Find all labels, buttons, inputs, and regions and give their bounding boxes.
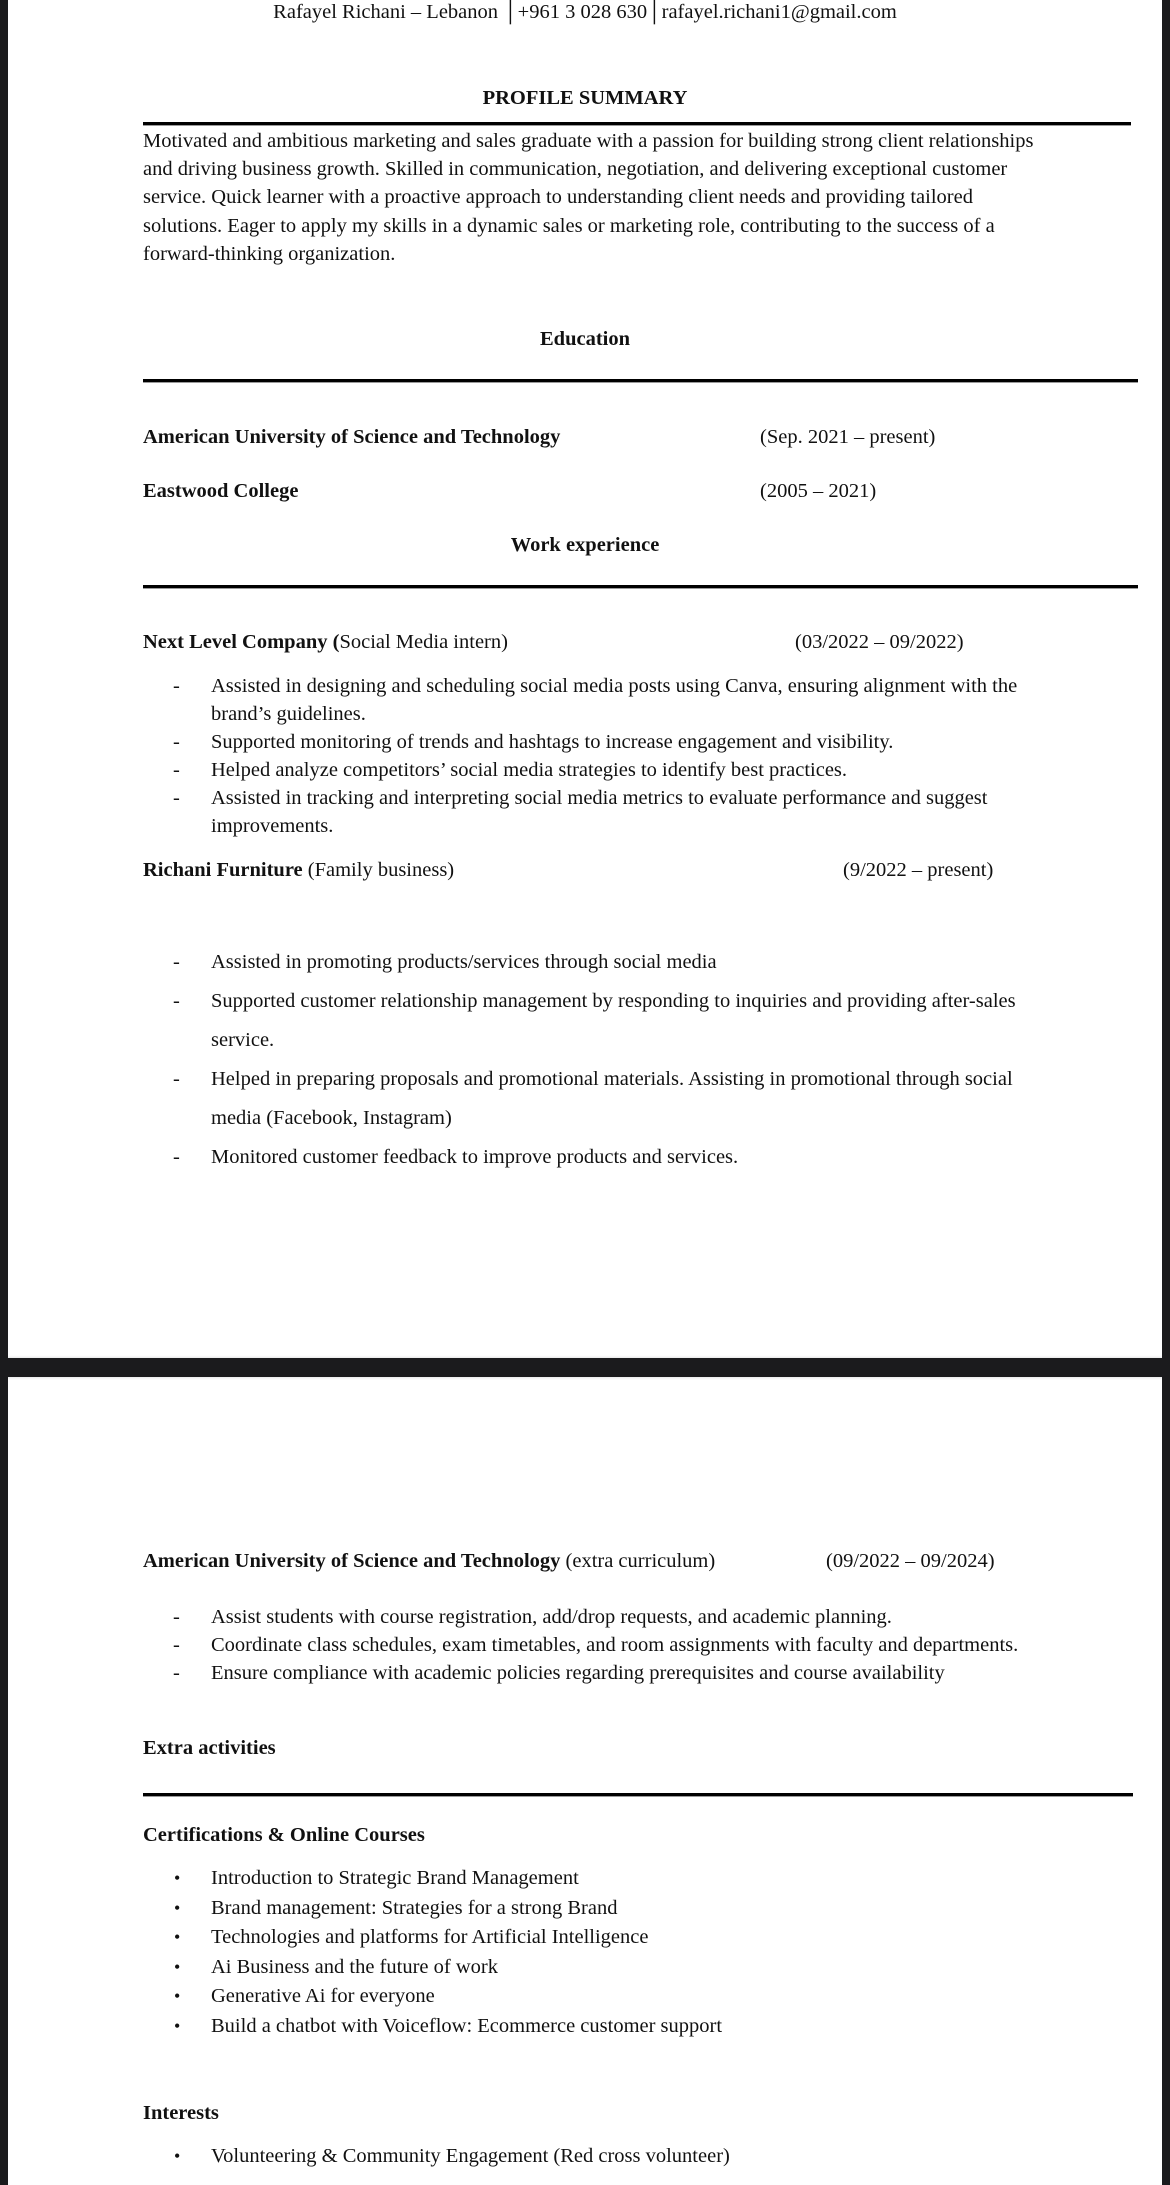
- list-item: [143, 728, 1051, 756]
- list-item: [143, 784, 1051, 840]
- list-item: [143, 2012, 1051, 2042]
- bullet-dot: •: [174, 1956, 181, 1977]
- bullet-text: Assisted in tracking and interpreting social media metrics to evaluate performance and suggest improvements.: [211, 787, 988, 837]
- contact-line: Rafayel Richani – Lebanon │+961 3 028 630│rafayel.richani1@gmail.com: [273, 1, 897, 23]
- certifications-list: [143, 1864, 1051, 2042]
- list-item: [143, 672, 1051, 728]
- certification-name: Brand management: Strategies for a strong Brand: [211, 1896, 618, 1919]
- bullet-text: Assist students with course registration, add/drop requests, and academic planning.: [211, 1606, 892, 1628]
- document-page-1: [8, 0, 1162, 1358]
- job-bullets: [143, 943, 1051, 1177]
- bullet-dot: •: [174, 2146, 181, 2166]
- certifications-heading: Certifications & Online Courses: [143, 1824, 425, 1846]
- list-item: [143, 1953, 1051, 1983]
- list-item: [143, 2142, 1051, 2172]
- list-item: [143, 943, 1051, 982]
- list-item: [143, 1894, 1051, 1924]
- bullet-dot: •: [174, 1897, 181, 1918]
- job-dates: (09/2022 – 09/2024): [826, 1550, 995, 1572]
- dash-marker: -: [173, 990, 180, 1012]
- dash-marker: -: [173, 1068, 180, 1090]
- section-divider: [143, 585, 1138, 589]
- interests-heading: Interests: [143, 2102, 219, 2124]
- education-dates: (2005 – 2021): [760, 480, 877, 502]
- job-title-line: [143, 628, 508, 656]
- education-heading: Education: [540, 328, 630, 350]
- certification-name: Technologies and platforms for Artificial Intelligence: [211, 1926, 649, 1949]
- bullet-text: Ensure compliance with academic policies regarding prerequisites and course availability: [211, 1662, 945, 1684]
- certification-name: Build a chatbot with Voiceflow: Ecommerce customer support: [211, 2014, 723, 2037]
- section-divider: [143, 379, 1138, 383]
- list-item: [143, 1923, 1051, 1953]
- list-item: [143, 1982, 1051, 2012]
- dash-marker: -: [173, 787, 180, 809]
- job-role: (Family business): [302, 859, 455, 881]
- certification-name: Ai Business and the future of work: [211, 1955, 498, 1978]
- bullet-dot: •: [174, 1868, 181, 1888]
- bullet-text: Helped in preparing proposals and promotional materials. Assisting in promotional through social media (Facebook, Instagram): [211, 1068, 1013, 1129]
- document-page-2: [8, 1377, 1162, 2185]
- bullet-text: Assisted in designing and scheduling social media posts using Canva, ensuring alignment with the brand’s guidelines.: [211, 675, 1018, 725]
- job-company: Richani Furniture: [143, 859, 303, 881]
- interest-name: Volunteering & Community Engagement (Red cross volunteer): [211, 2145, 730, 2167]
- bullet-text: Supported monitoring of trends and hashtags to increase engagement and visibility.: [211, 731, 894, 753]
- bullet-dot: •: [174, 1927, 181, 1948]
- list-item: [143, 1603, 1051, 1631]
- education-school: American University of Science and Technology: [143, 426, 561, 448]
- education-dates: (Sep. 2021 – present): [760, 426, 936, 448]
- dash-marker: -: [173, 1634, 180, 1656]
- list-item: [143, 1631, 1051, 1659]
- job-dates: (9/2022 – present): [843, 859, 994, 881]
- bullet-dot: •: [174, 1986, 181, 2007]
- profile-summary-heading: PROFILE SUMMARY: [482, 87, 688, 109]
- job-dates: (03/2022 – 09/2022): [795, 631, 964, 653]
- list-item: [143, 1060, 1051, 1138]
- dash-marker: -: [173, 759, 180, 781]
- bullet-text: Helped analyze competitors’ social media strategies to identify best practices.: [211, 759, 848, 781]
- dash-marker: -: [173, 951, 180, 973]
- job-role: Social Media intern): [339, 631, 508, 653]
- certification-name: Generative Ai for everyone: [211, 1985, 435, 2008]
- list-item: [143, 982, 1051, 1060]
- bullet-text: Assisted in promoting products/services through social media: [211, 951, 717, 973]
- extra-activities-heading: Extra activities: [143, 1737, 276, 1759]
- job-bullets: [143, 672, 1051, 840]
- list-item: [143, 1138, 1051, 1177]
- section-divider: [143, 122, 1131, 126]
- education-school: Eastwood College: [143, 480, 299, 502]
- profile-summary-text: Motivated and ambitious marketing and sales graduate with a passion for building strong client relationships and driving business growth. Skilled in communication, negotiation, and delivering exceptional customer service. Quick learner with a proactive approach to understanding client needs and providing tailored solutions. Eager to apply my skills in a dynamic sales or marketing role, contributing to the success of a forward-thinking organization.: [143, 130, 1034, 265]
- job-title-line: [143, 1547, 715, 1575]
- certification-name: Introduction to Strategic Brand Management: [211, 1867, 579, 1889]
- bullet-text: Coordinate class schedules, exam timetables, and room assignments with faculty and departments.: [211, 1634, 1019, 1656]
- bullet-dot: •: [174, 2015, 181, 2036]
- list-item: [143, 756, 1051, 784]
- job-bullets: [143, 1603, 1051, 1687]
- section-divider: [143, 1793, 1133, 1797]
- interests-list: [143, 2142, 1051, 2172]
- job-role: (extra curriculum): [560, 1550, 716, 1572]
- page-break: [0, 1358, 1170, 1377]
- dash-marker: -: [173, 731, 180, 753]
- job-company: American University of Science and Technology: [143, 1550, 561, 1572]
- dash-marker: -: [173, 675, 180, 697]
- work-experience-heading: Work experience: [510, 534, 660, 556]
- job-title-line: [143, 856, 454, 884]
- bullet-text: Supported customer relationship management by responding to inquiries and providing after-sales service.: [211, 990, 1016, 1051]
- list-item: [143, 1864, 1051, 1894]
- job-company: Next Level Company (: [143, 631, 340, 653]
- dash-marker: -: [173, 1146, 180, 1168]
- bullet-text: Monitored customer feedback to improve products and services.: [211, 1146, 739, 1168]
- list-item: [143, 1659, 1051, 1687]
- dash-marker: -: [173, 1606, 180, 1628]
- dash-marker: -: [173, 1662, 180, 1684]
